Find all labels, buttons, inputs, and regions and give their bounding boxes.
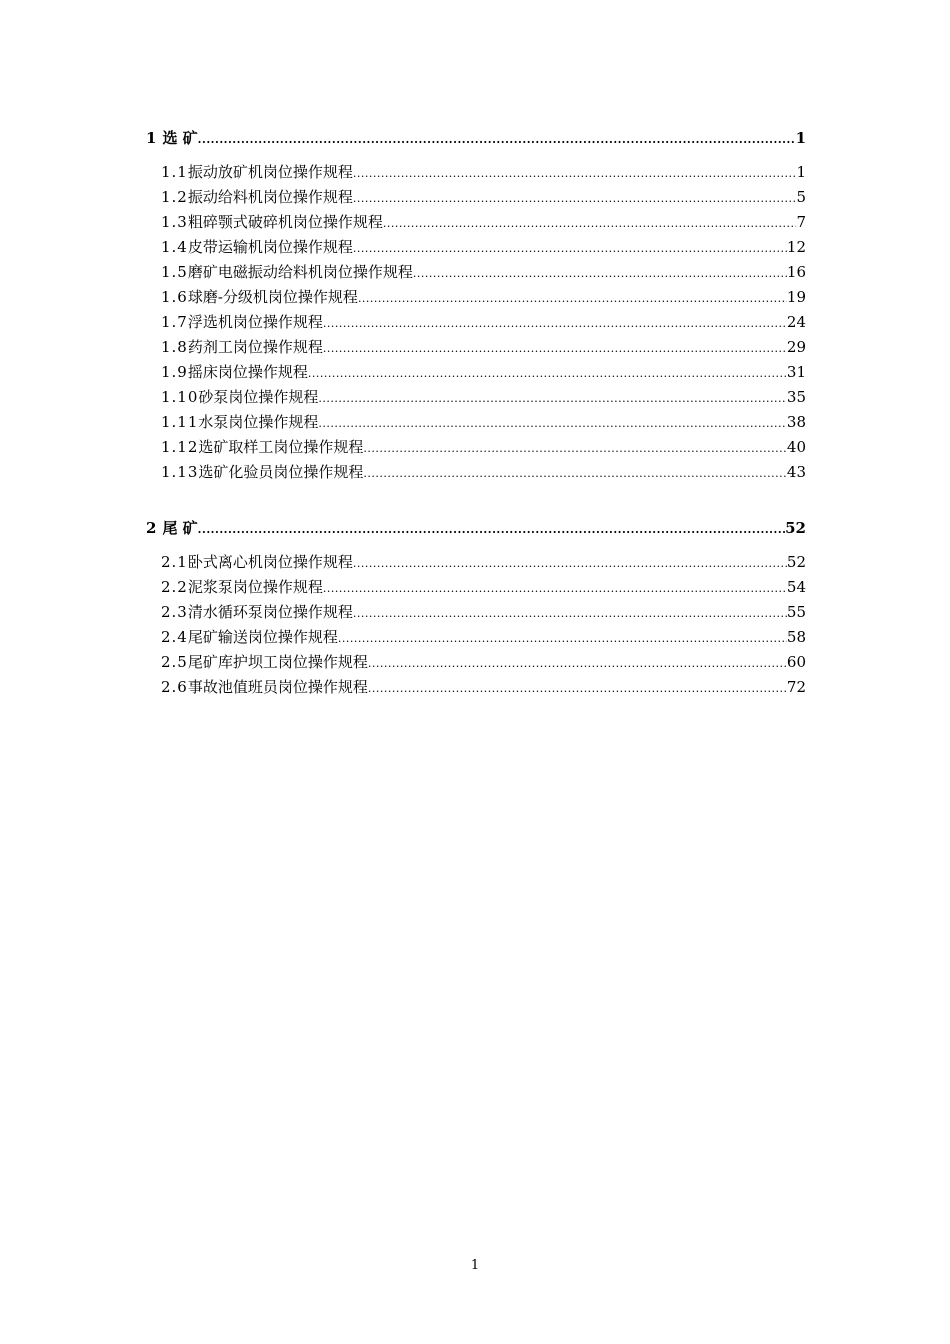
entry-page-number: 54 xyxy=(786,578,806,596)
entry-title: 水泵岗位操作规程 xyxy=(198,413,319,431)
entry-number: 1.13 xyxy=(161,463,199,481)
entry-number: 1.1 xyxy=(161,163,188,181)
entry-title: 尾矿输送岗位操作规程 xyxy=(187,628,338,646)
dot-leader xyxy=(323,311,787,336)
dot-leader xyxy=(308,361,787,386)
dot-leader xyxy=(363,436,786,461)
dot-leader xyxy=(318,386,786,411)
entry-title: 浮选机岗位操作规程 xyxy=(187,313,323,331)
dot-leader xyxy=(383,211,797,236)
toc-entry[interactable] xyxy=(146,460,806,485)
toc-entry[interactable] xyxy=(146,625,806,650)
toc-entry[interactable] xyxy=(146,550,806,575)
entry-number: 2.3 xyxy=(161,603,188,621)
chapter-number: 1 xyxy=(146,129,157,147)
entry-page-number: 43 xyxy=(786,463,806,481)
entry-title: 磨矿电磁振动给料机岗位操作规程 xyxy=(187,263,413,281)
entry-number: 1.8 xyxy=(161,338,188,356)
entry-number: 1.3 xyxy=(161,213,188,231)
table-of-contents xyxy=(146,126,806,731)
dot-leader xyxy=(323,576,787,601)
toc-entry[interactable] xyxy=(146,675,806,700)
entry-title: 卧式离心机岗位操作规程 xyxy=(187,553,353,571)
entry-page-number: 58 xyxy=(786,628,806,646)
entry-title: 砂泵岗位操作规程 xyxy=(198,388,319,406)
entry-title: 泥浆泵岗位操作规程 xyxy=(187,578,323,596)
entry-number: 1.12 xyxy=(161,438,199,456)
dot-leader xyxy=(368,676,787,701)
toc-entry[interactable] xyxy=(146,575,806,600)
dot-leader xyxy=(353,161,797,186)
entry-number: 2.1 xyxy=(161,553,188,571)
toc-entry[interactable] xyxy=(146,335,806,360)
toc-entry[interactable] xyxy=(146,650,806,675)
dot-leader xyxy=(323,336,787,361)
toc-chapter-2 xyxy=(146,516,806,700)
toc-chapter-heading[interactable] xyxy=(146,516,806,540)
entry-page-number: 31 xyxy=(786,363,806,381)
entry-title: 皮带运输机岗位操作规程 xyxy=(187,238,353,256)
entry-number: 2.6 xyxy=(161,678,188,696)
dot-leader xyxy=(198,128,796,152)
toc-entry[interactable] xyxy=(146,310,806,335)
entry-title: 药剂工岗位操作规程 xyxy=(187,338,323,356)
entry-number: 1.4 xyxy=(161,238,188,256)
chapter-title: 尾 矿 xyxy=(162,519,198,537)
entry-number: 1.11 xyxy=(161,413,199,431)
toc-chapter-1 xyxy=(146,126,806,485)
entry-number: 1.2 xyxy=(161,188,188,206)
chapter-title: 选 矿 xyxy=(162,129,198,147)
entry-number: 2.2 xyxy=(161,578,188,596)
toc-entry[interactable] xyxy=(146,160,806,185)
entry-page-number: 55 xyxy=(786,603,806,621)
entry-title: 事故池值班员岗位操作规程 xyxy=(187,678,368,696)
toc-entry[interactable] xyxy=(146,235,806,260)
dot-leader xyxy=(358,286,787,311)
entry-title: 粗碎颚式破碎机岗位操作规程 xyxy=(187,213,383,231)
dot-leader xyxy=(413,261,787,286)
dot-leader xyxy=(353,186,797,211)
toc-entry[interactable] xyxy=(146,410,806,435)
entry-title: 尾矿库护坝工岗位操作规程 xyxy=(187,653,368,671)
entry-number: 1.5 xyxy=(161,263,188,281)
entry-page-number: 40 xyxy=(786,438,806,456)
dot-leader xyxy=(353,236,787,261)
toc-entry[interactable] xyxy=(146,360,806,385)
entry-page-number: 12 xyxy=(786,238,806,256)
dot-leader xyxy=(318,411,786,436)
entry-number: 1.6 xyxy=(161,288,188,306)
toc-entry[interactable] xyxy=(146,185,806,210)
entry-number: 2.5 xyxy=(161,653,188,671)
entry-page-number: 7 xyxy=(796,213,806,231)
entry-number: 1.7 xyxy=(161,313,188,331)
dot-leader xyxy=(353,601,787,626)
entry-page-number: 5 xyxy=(796,188,806,206)
entry-number: 2.4 xyxy=(161,628,188,646)
toc-entry[interactable] xyxy=(146,435,806,460)
toc-entry[interactable] xyxy=(146,210,806,235)
chapter-page-number: 52 xyxy=(785,519,806,537)
entry-title: 球磨-分级机岗位操作规程 xyxy=(187,288,358,306)
toc-entry[interactable] xyxy=(146,385,806,410)
entry-page-number: 1 xyxy=(796,163,806,181)
page-number: 1 xyxy=(470,1258,480,1273)
entry-page-number: 60 xyxy=(786,653,806,671)
dot-leader xyxy=(353,551,787,576)
dot-leader xyxy=(198,518,785,542)
dot-leader xyxy=(363,461,786,486)
chapter-page-number: 1 xyxy=(795,129,806,147)
entry-page-number: 16 xyxy=(786,263,806,281)
toc-entry[interactable] xyxy=(146,285,806,310)
entry-title: 振动放矿机岗位操作规程 xyxy=(187,163,353,181)
entry-page-number: 19 xyxy=(786,288,806,306)
entry-title: 清水循环泵岗位操作规程 xyxy=(187,603,353,621)
entry-title: 选矿化验员岗位操作规程 xyxy=(198,463,364,481)
toc-entry[interactable] xyxy=(146,260,806,285)
entry-page-number: 52 xyxy=(786,553,806,571)
entry-page-number: 35 xyxy=(786,388,806,406)
toc-chapter-heading[interactable] xyxy=(146,126,806,150)
dot-leader xyxy=(338,626,787,651)
entry-title: 选矿取样工岗位操作规程 xyxy=(198,438,364,456)
entry-title: 摇床岗位操作规程 xyxy=(187,363,308,381)
toc-entry[interactable] xyxy=(146,600,806,625)
entry-page-number: 38 xyxy=(786,413,806,431)
entry-title: 振动给料机岗位操作规程 xyxy=(187,188,353,206)
entry-page-number: 24 xyxy=(786,313,806,331)
entry-page-number: 72 xyxy=(786,678,806,696)
entry-number: 1.9 xyxy=(161,363,188,381)
chapter-number: 2 xyxy=(146,519,157,537)
dot-leader xyxy=(368,651,787,676)
entry-page-number: 29 xyxy=(786,338,806,356)
entry-number: 1.10 xyxy=(161,388,199,406)
